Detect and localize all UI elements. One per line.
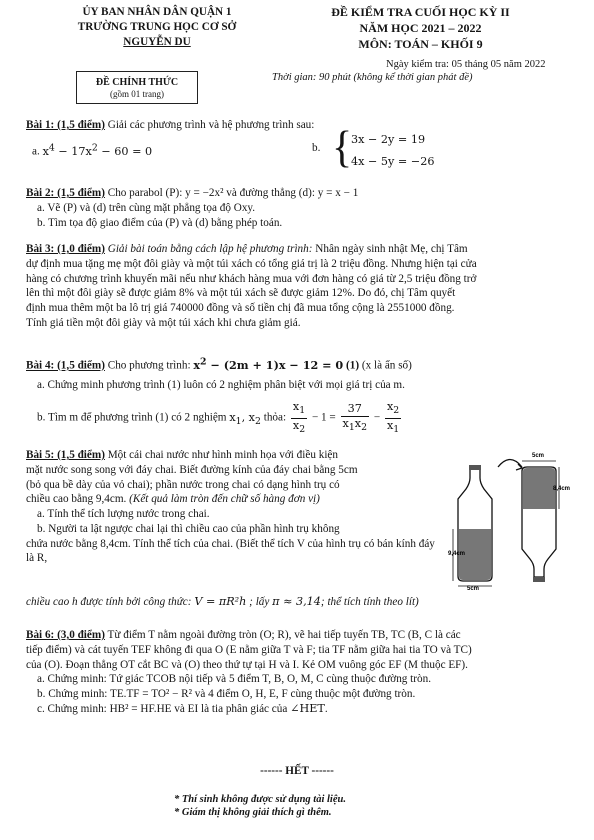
exam-date: Ngày kiểm tra: 05 tháng 05 năm 2022 <box>386 59 546 70</box>
system-brace: { <box>332 123 353 172</box>
problem-1a: a. $x^4 - 17x^2 - 60 = 0$ <box>32 141 153 158</box>
problem-5-formula: chiều cao h được tính bởi công thức: V = πR²h ; lấy π ≈ 3,14; thể tích tính theo lít) <box>26 595 419 608</box>
page-count: (gồm 01 trang) <box>110 89 164 100</box>
svg-text:5cm: 5cm <box>532 453 545 459</box>
problem-3: Bài 3: (1,0 điểm) Giải bài toán bằng cách lập hệ phương trình: Nhân ngày sinh nhật Mẹ, chị Tâm dự định mua tặng mẹ một đôi giày và một túi xách có tổng giá trị là 2 triệu đồng. Nhưng hiện tại cửa hàng có chương trình khuyến mãi nếu như khách hàng mua với đơn hàng có giá từ 2,5 triệu đồng trở lên thì một đôi giày sẽ được giảm 8% và một túi xách sẽ được giảm 12%. Do đó, chị Tâm quyết định mua thêm một ba lô trị giá 740000 đồng và số tiền chị đã mua tổng cộng là 2551000 đồng. Tính giá tiền một đôi giày và một túi xách khi chưa giảm giá. <box>26 243 477 329</box>
exam-title: ĐỀ KIỂM TRA CUỐI HỌC KỲ II <box>331 5 510 19</box>
problem-2a: a. Vẽ (P) và (d) trên cùng mặt phẳng tọa độ Oxy. <box>37 201 256 214</box>
right-bottle-icon <box>522 453 570 582</box>
footer-notes: * Thí sinh không được sử dụng tài liệu. * Giám thị không giải thích gì thêm. <box>174 794 346 819</box>
school-year: NĂM HỌC 2021 – 2022 <box>359 20 482 35</box>
district-committee: ỦY BAN NHÂN DÂN QUẬN 1 <box>82 6 232 18</box>
system-eq-1: 3x − 2y = 19 <box>351 132 426 146</box>
exam-time: Thời gian: 90 phút (không kể thời gian phát đề) <box>272 72 473 83</box>
left-bottle-icon <box>448 465 492 592</box>
official-label: ĐỀ CHÍNH THỨC <box>95 77 179 88</box>
system-eq-2: 4x − 5y = −26 <box>351 154 435 168</box>
svg-text:9,4cm: 9,4cm <box>448 551 466 557</box>
problem-4: Bài 4: (1,5 điểm) Cho phương trình: $x^2 - (2m + 1)x - 12 = 0$ (1) (x là ẩn số) a. Chứng minh phương trình (1) luôn có 2 nghiệm phân biệt với mọi giá trị của m. b. Tìm m để phương trình (1) có 2 nghiệm $x_1$, $x_2$ thỏa: $\frac{x_1}{x_2}$ − 1 = $\frac{37}{x_1x_2}$ − $\frac{x_2}{x_1}$ <box>26 356 412 436</box>
school-name-2: NGUYỄN DU <box>123 35 191 48</box>
official-exam-box <box>76 71 198 104</box>
problem-5: Bài 5: (1,5 điểm) Một cái chai nước như hình minh họa với điều kiện mặt nước song song với đáy chai. Biết đường kính của đáy chai bằng 5cm (bỏ qua bề dày của vỏ chai); phần nước trong chai có dạng hình trụ có chiều cao bằng 9,4cm. (Kết quả làm tròn đến chữ số hàng đơn vị) a. Tính thể tích lượng nước trong chai. b. Người ta lật ngược chai lại thì chiều cao của phần hình trụ không chứa nước bằng 8,4cm. Tính thể tích của chai. (Biết thể tích V của hình trụ có bán kính đáy là R, <box>26 449 435 565</box>
problem-1-text: Giải các phương trình và hệ phương trình sau: <box>107 119 315 131</box>
problem-1b-label: b. <box>312 141 321 154</box>
problem-1-heading: Bài 1: (1,5 điểm) <box>26 119 105 131</box>
subject: MÔN: TOÁN – KHỐI 9 <box>358 36 483 51</box>
problem-6: Bài 6: (3,0 điểm) Từ điểm T nằm ngoài đường tròn (O; R), vẽ hai tiếp tuyến TB, TC (B, C là các tiếp điểm) và cát tuyến TEF không đi qua O (E nằm giữa T và F; tia TF nằm giữa hai tia TO và TC) của (O). Đoạn thẳng OT cắt BC và (O) theo thứ tự tại H và I. Kẻ OM vuông góc EF (M thuộc EF). a. Chứng minh: Tứ giác TCOB nội tiếp và 5 điểm T, B, O, M, C cùng thuộc đường tròn. b. Chứng minh: TE.TF = TO² − R² và 4 điểm O, H, E, F cùng thuộc một đường tròn. c. Chứng minh: HB² = HF.HE và EI là tia phân giác của ∠HET. <box>26 629 472 715</box>
svg-text:5cm: 5cm <box>467 586 480 592</box>
header-left <box>52 5 262 49</box>
school-name: TRƯỜNG TRUNG HỌC CƠ SỞ <box>77 20 237 33</box>
problem-2: Bài 2: (1,5 điểm) Cho parabol (P): y = −2x² và đường thẳng (d): y = x − 1 a. Vẽ (P) và (d) trên cùng mặt phẳng tọa độ Oxy. b. Tìm tọa độ giao điểm của (P) và (d) bằng phép toán. <box>26 186 578 230</box>
header-right <box>303 5 538 52</box>
svg-text:8,4cm: 8,4cm <box>553 486 571 492</box>
end-marker: ------ HẾT ------ <box>260 765 334 777</box>
problem-2b: b. Tìm tọa độ giao điểm của (P) và (d) bằng phép toán. <box>37 216 283 229</box>
bottle-figure <box>448 449 571 592</box>
problem-1 <box>26 118 578 181</box>
